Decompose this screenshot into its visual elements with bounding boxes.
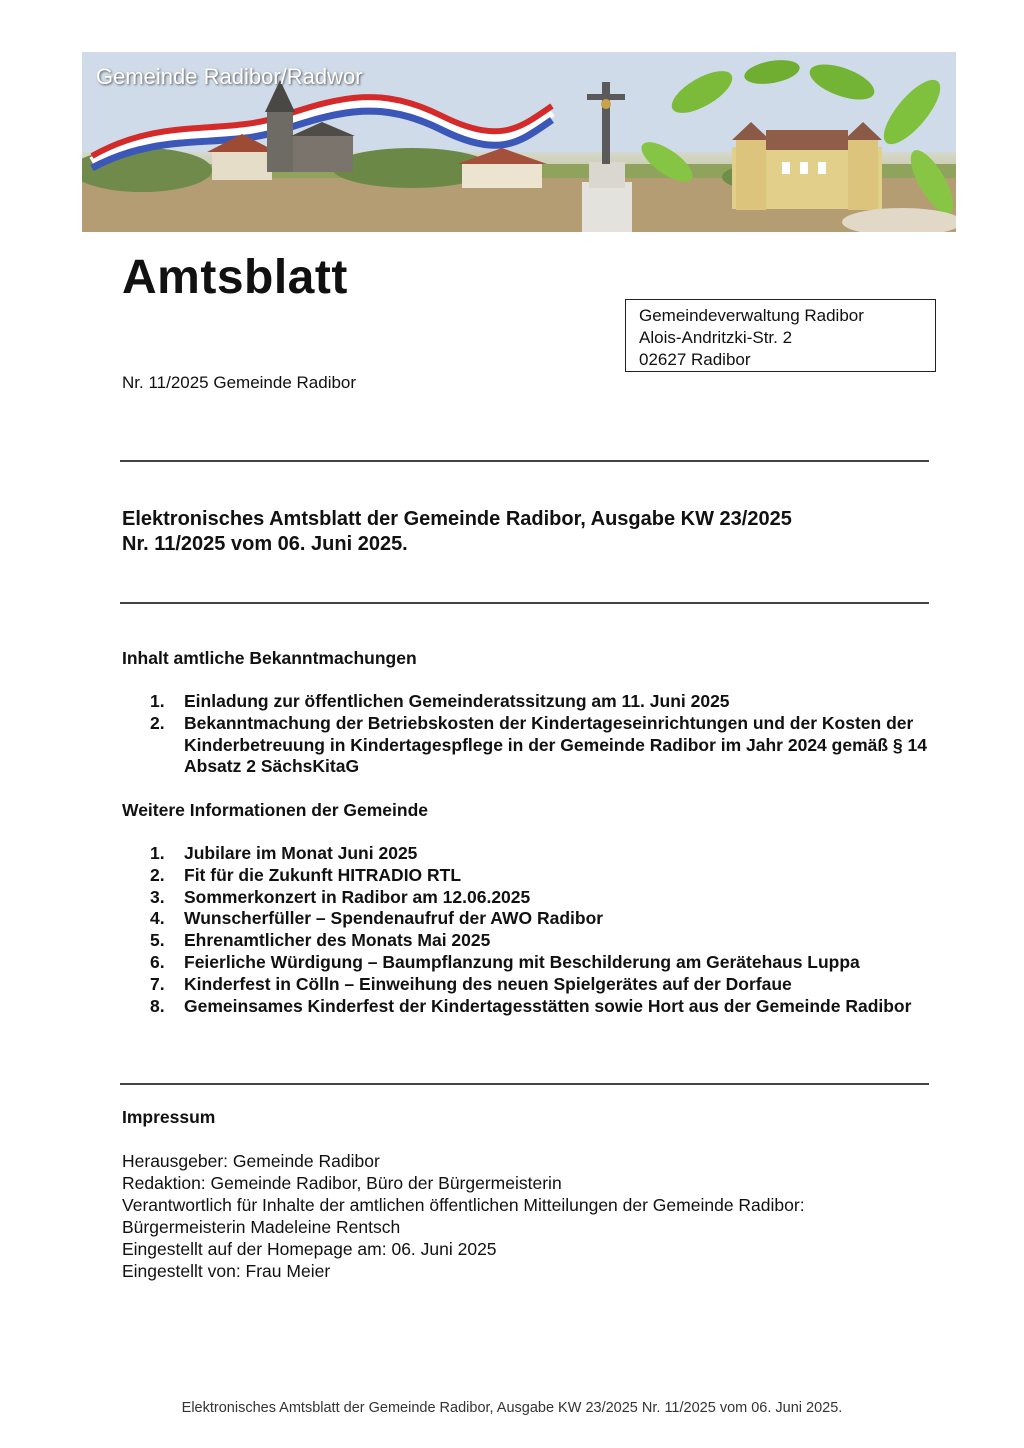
impressum-block: [122, 1150, 805, 1282]
address-line-3: 02627 Radibor: [639, 350, 751, 369]
list-item: 4. Wunscherfüller – Spendenaufruf der AWO Radibor: [150, 908, 604, 929]
list-item: 6. Feierliche Würdigung – Baumpflanzung mit Beschilderung am Gerätehaus Luppa: [150, 951, 860, 972]
address-line-2: Alois-Andritzki-Str. 2: [639, 328, 793, 347]
page-footer: Elektronisches Amtsblatt der Gemeinde Radibor, Ausgabe KW 23/2025 Nr. 11/2025 vom 06. Juni 2025.: [181, 1400, 843, 1416]
divider: [120, 602, 929, 604]
list-item: 5. Ehrenamtlicher des Monats Mai 2025: [150, 930, 491, 951]
address-box: [625, 299, 936, 372]
list-item: 3. Sommerkonzert in Radibor am 12.06.2025: [150, 886, 531, 907]
divider: [120, 1083, 929, 1085]
header-banner: [82, 52, 956, 232]
headline-line-1: Elektronisches Amtsblatt der Gemeinde Radibor, Ausgabe KW 23/2025: [122, 508, 792, 530]
impressum-line: Herausgeber: Gemeinde Radibor: [122, 1151, 380, 1171]
edition-headline: [122, 507, 792, 557]
impressum-line: Redaktion: Gemeinde Radibor, Büro der Bürgermeisterin: [122, 1173, 562, 1193]
official-notices-list: [150, 691, 930, 778]
impressum-heading: Impressum: [122, 1107, 216, 1127]
list-item: 2. Fit für die Zukunft HITRADIO RTL: [150, 864, 462, 885]
list-item: 7. Kinderfest in Cölln – Einweihung des neuen Spielgerätes auf der Dorfaue: [150, 973, 792, 994]
list-item: 1. Einladung zur öffentlichen Gemeinderatssitzung am 11. Juni 2025: [150, 691, 730, 711]
list-item: 2. Bekanntmachung der Betriebskosten der Kindertageseinrichtungen und der Kosten der Kinderbetreuung in Kindertagespflege in der Gemeinde Radibor im Jahr 2024 gemäß § 14 Absatz 2 SächsKitaG: [150, 712, 927, 777]
official-notices-heading: Inhalt amtliche Bekanntmachungen: [122, 648, 417, 668]
impressum-line: Verantwortlich für Inhalte der amtlichen öffentlichen Mitteilungen der Gemeinde Radibor:: [122, 1195, 805, 1215]
impressum-line: Bürgermeisterin Madeleine Rentsch: [122, 1217, 401, 1237]
banner-title: Gemeinde Radibor/Radwor: [96, 64, 363, 89]
further-info-list: [150, 843, 930, 1017]
list-item: 1. Jubilare im Monat Juni 2025: [150, 843, 418, 863]
impressum-line: Eingestellt von: Frau Meier: [122, 1261, 331, 1281]
headline-line-2: Nr. 11/2025 vom 06. Juni 2025.: [122, 533, 408, 555]
impressum-line: Eingestellt auf der Homepage am: 06. Juni 2025: [122, 1239, 497, 1259]
address-line-1: Gemeindeverwaltung Radibor: [639, 306, 864, 325]
page-title: Amtsblatt: [122, 251, 348, 304]
further-info-heading: Weitere Informationen der Gemeinde: [122, 800, 428, 820]
divider: [120, 460, 929, 462]
list-item: 8. Gemeinsames Kinderfest der Kindertagesstätten sowie Hort aus der Gemeinde Radibor: [150, 995, 912, 1016]
issue-number: Nr. 11/2025 Gemeinde Radibor: [122, 373, 357, 392]
